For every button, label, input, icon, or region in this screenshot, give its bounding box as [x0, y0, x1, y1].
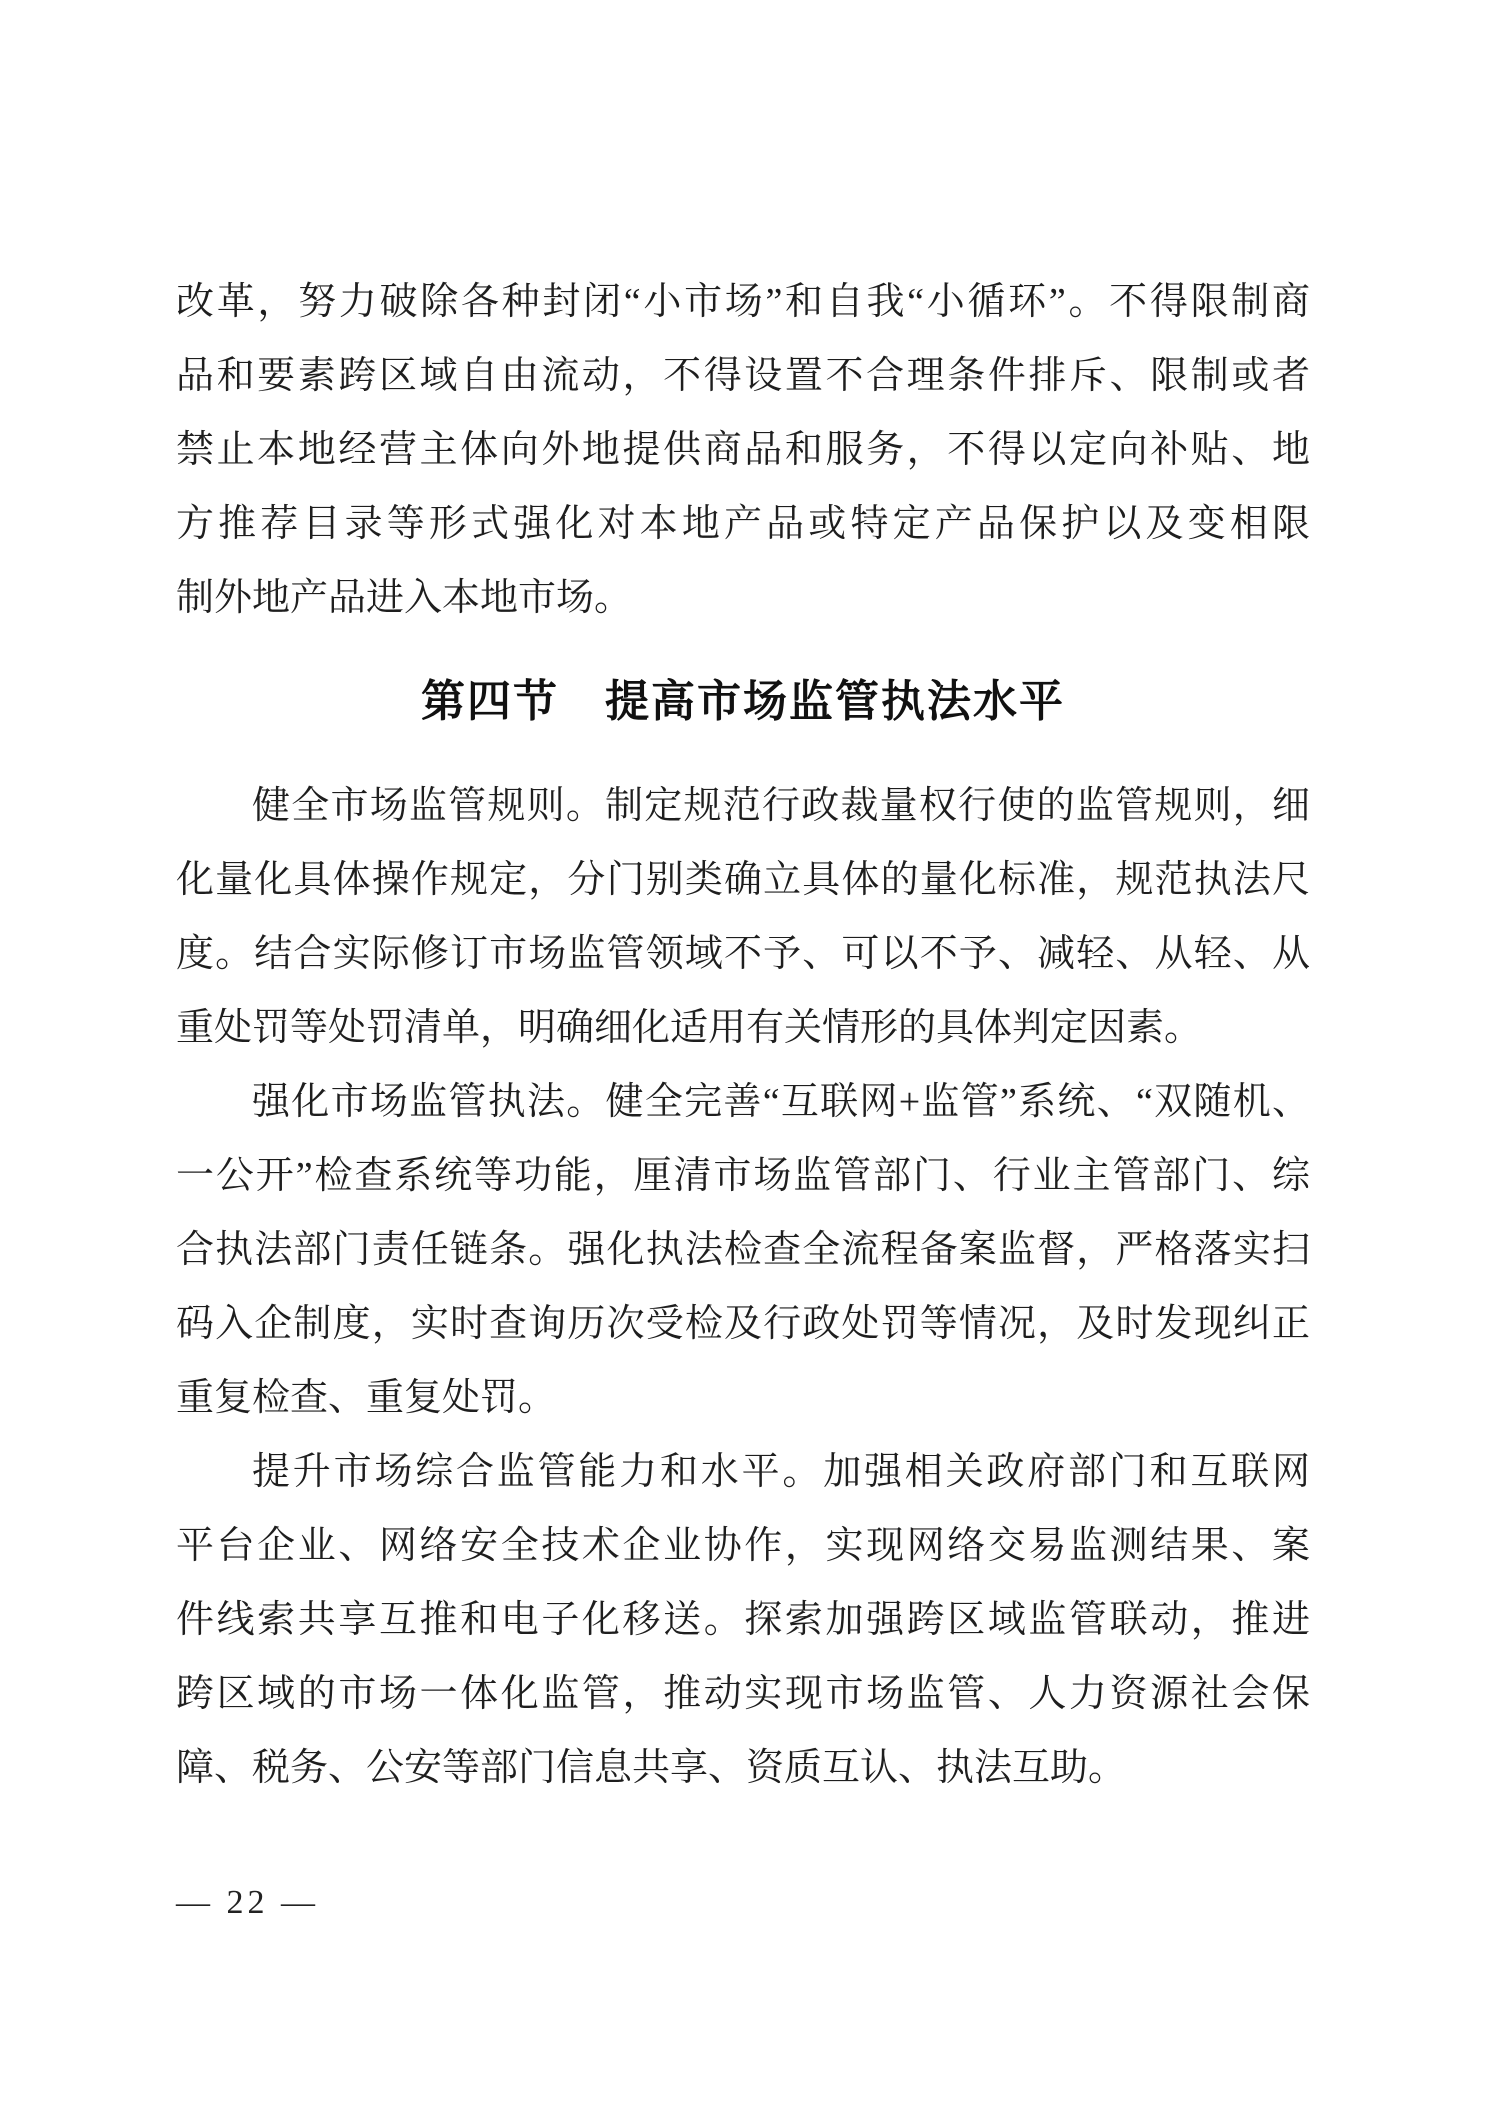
paragraph-enforcement [176, 1065, 1310, 1435]
page-content [176, 265, 1310, 1805]
paragraph-market-barriers [176, 265, 1310, 635]
text-line: 健全市场监管规则。制定规范行政裁量权行使的监管规则，细 [252, 785, 1310, 827]
text-line: 禁止本地经营主体向外地提供商品和服务，不得以定向补贴、地 [176, 429, 1310, 471]
page-number: — 22 — [176, 1884, 319, 1921]
text-line: 码入企制度，实时查询历次受检及行政处罚等情况，及时发现纠正 [176, 1303, 1310, 1345]
text-line: 一公开”检查系统等功能，厘清市场监管部门、行业主管部门、综 [176, 1155, 1310, 1197]
text-line: 方推荐目录等形式强化对本地产品或特定产品保护以及变相限 [176, 503, 1310, 545]
text-line: 件线索共享互推和电子化移送。探索加强跨区域监管联动，推进 [176, 1599, 1310, 1641]
text-line: 提升市场综合监管能力和水平。加强相关政府部门和互联网 [252, 1451, 1310, 1493]
paragraph-comprehensive-supervision [176, 1435, 1310, 1805]
text-line: 品和要素跨区域自由流动，不得设置不合理条件排斥、限制或者 [176, 355, 1310, 397]
text-line: 化量化具体操作规定，分门别类确立具体的量化标准，规范执法尺 [176, 859, 1310, 901]
text-line: 平台企业、网络安全技术企业协作，实现网络交易监测结果、案 [176, 1525, 1310, 1567]
text-line: 障、税务、公安等部门信息共享、资质互认、执法互助。 [176, 1747, 1127, 1789]
text-line: 制外地产品进入本地市场。 [176, 577, 633, 619]
text-line: 重复检查、重复处罚。 [176, 1377, 557, 1419]
text-line: 合执法部门责任链条。强化执法检查全流程备案监督，严格落实扫 [176, 1229, 1310, 1271]
text-line: 改革，努力破除各种封闭“小市场”和自我“小循环”。不得限制商 [176, 281, 1310, 323]
text-line: 强化市场监管执法。健全完善“互联网+监管”系统、“双随机、 [252, 1081, 1310, 1123]
section-heading: 第四节 提高市场监管执法水平 [421, 677, 1065, 726]
text-line: 度。结合实际修订市场监管领域不予、可以不予、减轻、从轻、从 [176, 933, 1310, 975]
text-line: 跨区域的市场一体化监管，推动实现市场监管、人力资源社会保 [176, 1673, 1310, 1715]
paragraph-regulation-rules [176, 769, 1310, 1065]
text-line: 重处罚等处罚清单，明确细化适用有关情形的具体判定因素。 [176, 1007, 1203, 1049]
